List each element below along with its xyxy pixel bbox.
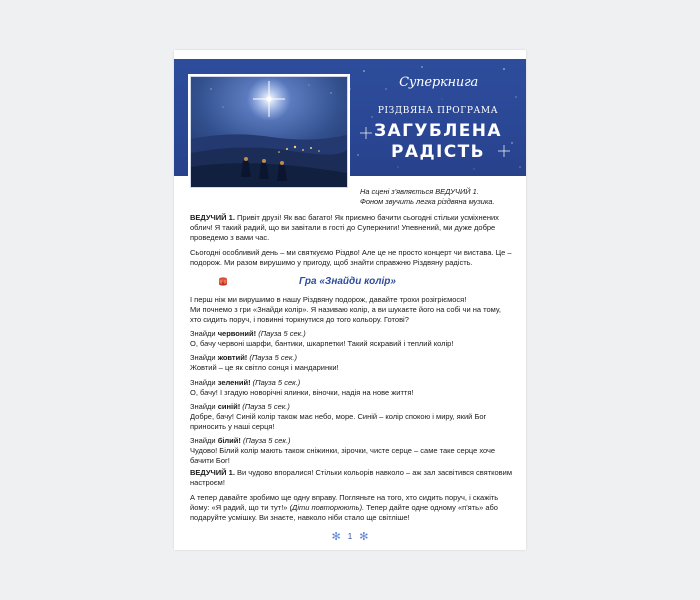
color-response: Добре, бачу! Синій колір також має небо, море. Синій – колір спокою і миру, який Бог приносить у наші серця!	[190, 412, 487, 432]
program-subtitle: РІЗДВЯНА ПРОГРАМА	[377, 106, 499, 116]
game-intro	[190, 295, 514, 326]
snowflake-icon: ✻	[359, 531, 369, 543]
second-paragraph-text: Сьогодні особливий день – ми святкуємо Різдво! Але це не просто концерт чи вистава. Це – подорож. Ми разом вирушимо у пригоду, щоб знайти справжню Різдвяну радість.	[190, 248, 512, 268]
pause-note: (Пауза 5 сек.)	[252, 378, 301, 387]
brand-logo: Суперкнига	[399, 75, 478, 90]
color-item-red	[190, 329, 514, 349]
color-name: синій!	[217, 402, 241, 411]
nativity-illustration	[190, 76, 348, 188]
final-text-italic: (Діти повторюють).	[289, 503, 365, 513]
title-line-1: ЗАГУБЛЕНА	[374, 121, 502, 141]
color-prefix: Знайди	[190, 402, 218, 411]
final-paragraph	[190, 493, 514, 524]
color-item-white	[190, 436, 514, 467]
header-banner	[174, 59, 526, 176]
page-number: 1	[347, 532, 353, 541]
second-paragraph	[190, 248, 514, 268]
color-name: жовтий!	[217, 353, 248, 362]
final-text-a: А тепер давайте зробимо ще одну вправу. Погляньте на того, хто сидить поруч, і скажіть йому: «Я радий, що ти тут!»	[190, 493, 499, 513]
night-journey-image	[191, 77, 347, 187]
closing-text: Ви чудово впоралися! Стільки кольорів навколо – аж зал засвітився святковим настроєм!	[190, 468, 513, 488]
color-prefix: Знайди	[190, 353, 218, 362]
page-footer	[174, 529, 526, 542]
document-page	[174, 50, 526, 550]
game-title: Гра «Знайди колір»	[299, 276, 396, 287]
color-response: О, бачу червоні шарфи, бантики, шкарпетки! Такий яскравий і теплий колір!	[190, 339, 454, 349]
drum-icon	[218, 276, 228, 286]
color-item-blue	[190, 402, 514, 433]
pause-note: (Пауза 5 сек.)	[249, 353, 297, 362]
game-intro-line-2: Ми почнемо з гри «Знайди колір». Я називаю колір, а ви шукаєте його на собі чи на тому, хто сидить поруч, і повинні торкнутися до того кольору. Готові?	[190, 305, 501, 325]
closing-paragraph	[190, 468, 514, 488]
intro-paragraph	[190, 213, 514, 244]
program-title	[362, 121, 514, 163]
title-line-2: РАДІСТЬ	[391, 142, 485, 162]
pause-note: (Пауза 5 сек.)	[242, 402, 290, 411]
color-prefix: Знайди	[190, 378, 218, 387]
color-prefix: Знайди	[190, 329, 218, 338]
color-response: Жовтий – це як світло сонця і мандаринки!	[190, 363, 339, 373]
stage-direction	[360, 187, 518, 207]
speaker-label: ВЕДУЧИЙ 1.	[190, 213, 235, 222]
color-name: зелений!	[217, 378, 251, 387]
color-response: Чудово! Білий колір мають також сніжинки, зірочки, чисте серце – саме таке серце хоче бачити Бог!	[190, 446, 496, 466]
color-prefix: Знайди	[190, 436, 218, 445]
game-intro-line-1: І перш ніж ми вирушимо в нашу Різдвяну подорож, давайте трохи розігріємося!	[190, 295, 467, 304]
pause-note: (Пауза 5 сек.)	[242, 436, 291, 445]
stage-direction-line-1: На сцені з'являється ВЕДУЧИЙ 1.	[360, 187, 479, 196]
color-name: червоний!	[217, 329, 257, 338]
pause-note: (Пауза 5 сек.)	[258, 329, 306, 338]
intro-text: Привіт друзі! Як вас багато! Як приємно бачити сьогодні стільки усміхнених облич! Я такий радий, що ви завітали в гості до Суперкниги! Упевнений, ми дуже добре проведемо з вами час.	[190, 213, 499, 243]
color-name: білий!	[217, 436, 241, 445]
stage-direction-line-2: Фоном звучить легка різдвяна музика.	[360, 196, 495, 206]
color-item-yellow	[190, 353, 514, 373]
speaker-label: ВЕДУЧИЙ 1.	[190, 468, 235, 477]
snowflake-icon: ✻	[331, 531, 341, 543]
color-item-green	[190, 378, 514, 398]
color-response: О, бачу! І згадую новорічні ялинки, віночки, надія на нове життя!	[190, 388, 414, 398]
final-text-b: Тепер дайте одне одному «п'ять» або подаруйте усмішку. Ви знаєте, навколо ніби стало ще світліше!	[190, 503, 498, 523]
